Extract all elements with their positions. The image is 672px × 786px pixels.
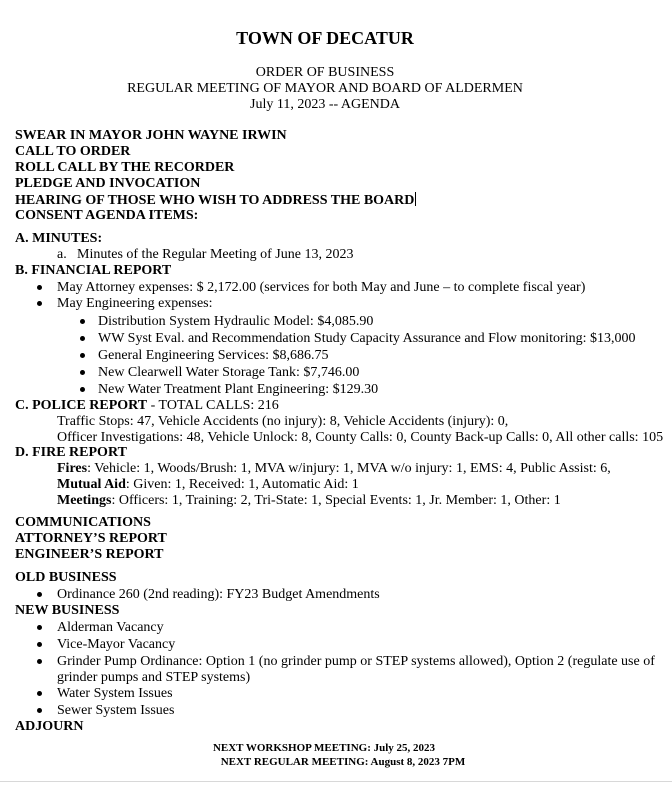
engineering-item: WW Syst Eval. and Recommendation Study Capacity Assurance and Flow monitoring: $13,000: [98, 331, 636, 346]
next-workshop-meeting: NEXT WORKSHOP MEETING: July 25, 2023: [212, 742, 436, 754]
bullet-icon: [80, 353, 85, 358]
police-heading: [15, 398, 279, 414]
bullet-icon: [80, 370, 85, 375]
page-divider: [0, 781, 672, 782]
old-business-item: Ordinance 260 (2nd reading): FY23 Budget Amendments: [57, 587, 380, 602]
bullet-icon: [37, 625, 42, 630]
aid-text: : Given: 1, Received: 1, Automatic Aid: 1: [125, 477, 359, 492]
new-business-item: Vice-Mayor Vacancy: [57, 637, 176, 652]
bullet-icon: [37, 691, 42, 696]
engineering-item: General Engineering Services: $8,686.75: [98, 348, 329, 363]
opening-hearing-text: HEARING OF THOSE WHO WISH TO ADDRESS THE BOARD: [15, 193, 415, 208]
opening-hearing: [15, 192, 416, 209]
minutes-item: Minutes of the Regular Meeting of June 13, 2023: [77, 247, 354, 262]
fire-meetings-line: [57, 493, 561, 509]
bullet-icon: [37, 592, 42, 597]
text-cursor: [415, 192, 416, 206]
communications-heading: COMMUNICATIONS: [15, 515, 151, 530]
minutes-item-letter: a.: [57, 247, 67, 262]
meeting-date: July 11, 2023 -- AGENDA: [250, 97, 400, 112]
police-heading-label: C. POLICE REPORT: [15, 398, 148, 413]
meeting-name: REGULAR MEETING OF MAYOR AND BOARD OF ALDERMEN: [127, 81, 523, 96]
opening-consent-agenda: CONSENT AGENDA ITEMS:: [15, 208, 199, 223]
town-title: TOWN OF DECATUR: [236, 28, 414, 48]
old-business-heading: OLD BUSINESS: [15, 570, 117, 585]
opening-pledge: PLEDGE AND INVOCATION: [15, 176, 201, 191]
opening-swear-in: SWEAR IN MAYOR JOHN WAYNE IRWIN: [15, 128, 287, 143]
new-business-item: Alderman Vacancy: [57, 620, 164, 635]
bullet-icon: [80, 319, 85, 324]
minutes-heading: A. MINUTES:: [15, 231, 103, 246]
adjourn-heading: ADJOURN: [15, 719, 84, 734]
new-business-item: Water System Issues: [57, 686, 173, 701]
order-of-business: ORDER OF BUSINESS: [255, 65, 395, 80]
fires-label: Fires: [57, 461, 88, 476]
bullet-icon: [37, 285, 42, 290]
opening-roll-call: ROLL CALL BY THE RECORDER: [15, 160, 235, 175]
police-line-1: Traffic Stops: 47, Vehicle Accidents (no injury): 8, Vehicle Accidents (injury): 0,: [57, 414, 509, 429]
attorney-expenses: May Attorney expenses: $ 2,172.00 (services for both May and June – to complete fiscal year): [57, 280, 586, 295]
engineer-report-heading: ENGINEER’S REPORT: [15, 547, 164, 562]
engineering-item: New Water Treatment Plant Engineering: $129.30: [98, 382, 379, 397]
fire-heading: D. FIRE REPORT: [15, 445, 127, 460]
police-line-2: Officer Investigations: 48, Vehicle Unlock: 8, County Calls: 0, County Back-up Calls: 0, All other calls: 105: [57, 430, 664, 445]
aid-label: Mutual Aid: [57, 477, 126, 492]
fires-text: : Vehicle: 1, Woods/Brush: 1, MVA w/injury: 1, MVA w/o injury: 1, EMS: 4, Public Assist: 6,: [87, 461, 611, 476]
new-business-item: Sewer System Issues: [57, 703, 175, 718]
bullet-icon: [80, 336, 85, 341]
bullet-icon: [37, 301, 42, 306]
engineering-item: Distribution System Hydraulic Model: $4,085.90: [98, 314, 374, 329]
police-total-calls: - TOTAL CALLS: 216: [147, 398, 279, 413]
fire-aid-line: [57, 477, 359, 493]
bullet-icon: [37, 708, 42, 713]
financial-heading: B. FINANCIAL REPORT: [15, 263, 172, 278]
engineering-expenses: May Engineering expenses:: [57, 296, 213, 311]
bullet-icon: [80, 387, 85, 392]
fire-fires-line: [57, 461, 611, 477]
opening-call-to-order: CALL TO ORDER: [15, 144, 131, 159]
next-regular-meeting: NEXT REGULAR MEETING: August 8, 2023 7PM: [220, 756, 466, 768]
bullet-icon: [37, 659, 42, 664]
meetings-label: Meetings: [57, 493, 112, 508]
attorney-report-heading: ATTORNEY’S REPORT: [15, 531, 167, 546]
engineering-item: New Clearwell Water Storage Tank: $7,746.00: [98, 365, 360, 380]
new-business-item: Grinder Pump Ordinance: Option 1 (no grinder pump or STEP systems allowed), Option 2 (regulate use of: [57, 654, 655, 669]
new-business-item-continued: grinder pumps and STEP systems): [57, 670, 251, 685]
new-business-heading: NEW BUSINESS: [15, 603, 120, 618]
bullet-icon: [37, 642, 42, 647]
meetings-text: : Officers: 1, Training: 2, Tri-State: 1, Special Events: 1, Jr. Member: 1, Other: 1: [111, 493, 561, 508]
